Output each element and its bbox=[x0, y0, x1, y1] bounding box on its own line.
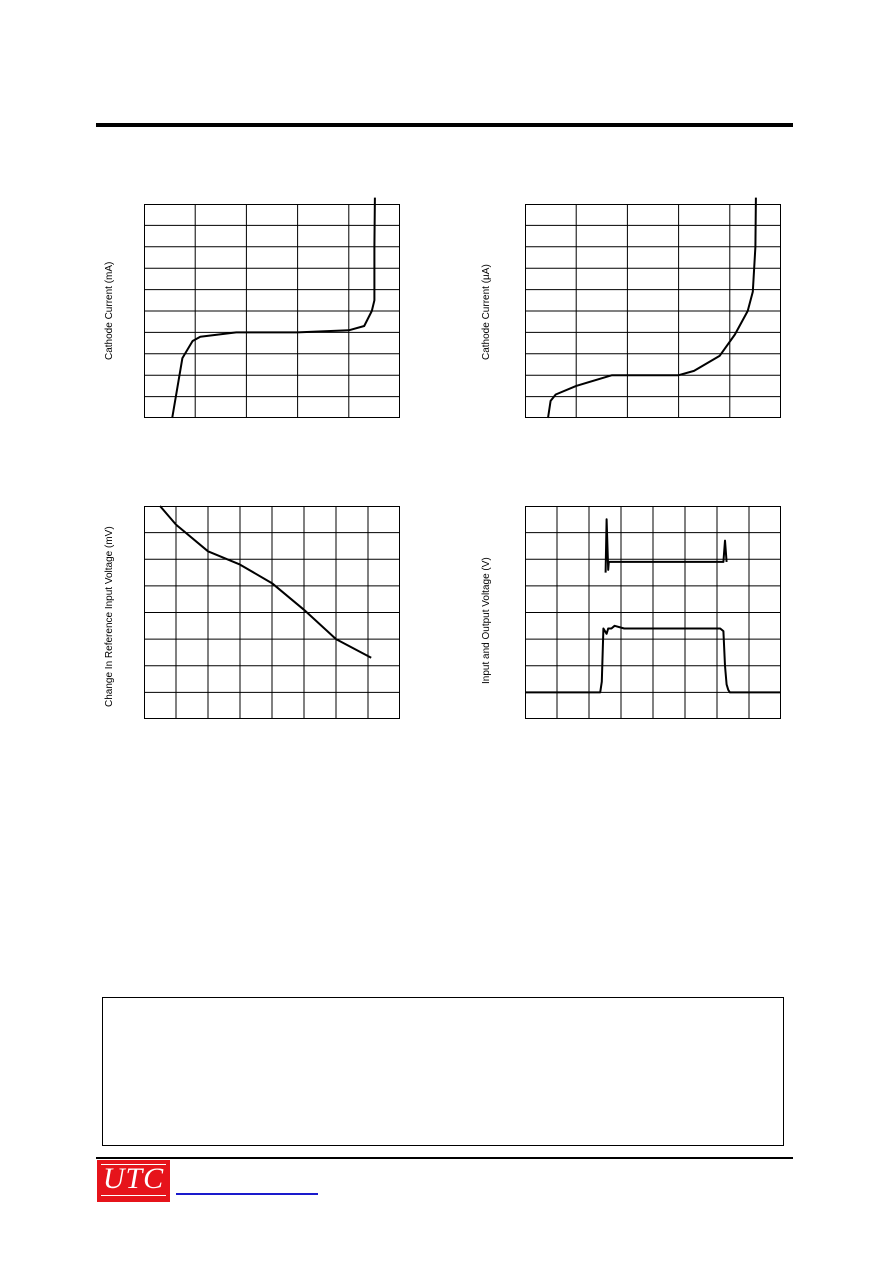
series-line-0 bbox=[160, 506, 371, 658]
series-line-0 bbox=[548, 198, 756, 418]
series-line-1 bbox=[606, 519, 727, 572]
cathode-current-ua-chart bbox=[525, 204, 781, 418]
chart-ylabel: Cathode Current (µA) bbox=[481, 264, 492, 360]
notice-box bbox=[102, 997, 784, 1146]
website-link[interactable] bbox=[176, 1193, 318, 1195]
series-line-0 bbox=[172, 198, 375, 418]
cathode-current-ma-chart bbox=[144, 204, 400, 418]
input-output-voltage-chart bbox=[525, 506, 781, 719]
chart-ylabel: Cathode Current (mA) bbox=[104, 261, 115, 360]
reference-voltage-change-chart bbox=[144, 506, 400, 719]
chart-ylabel: Change In Reference Input Voltage (mV) bbox=[104, 526, 115, 707]
header-rule bbox=[96, 123, 793, 127]
utc-logo: UTC bbox=[97, 1160, 170, 1202]
chart-ylabel: Input and Output Voltage (V) bbox=[481, 557, 492, 684]
footer-rule bbox=[96, 1157, 793, 1159]
